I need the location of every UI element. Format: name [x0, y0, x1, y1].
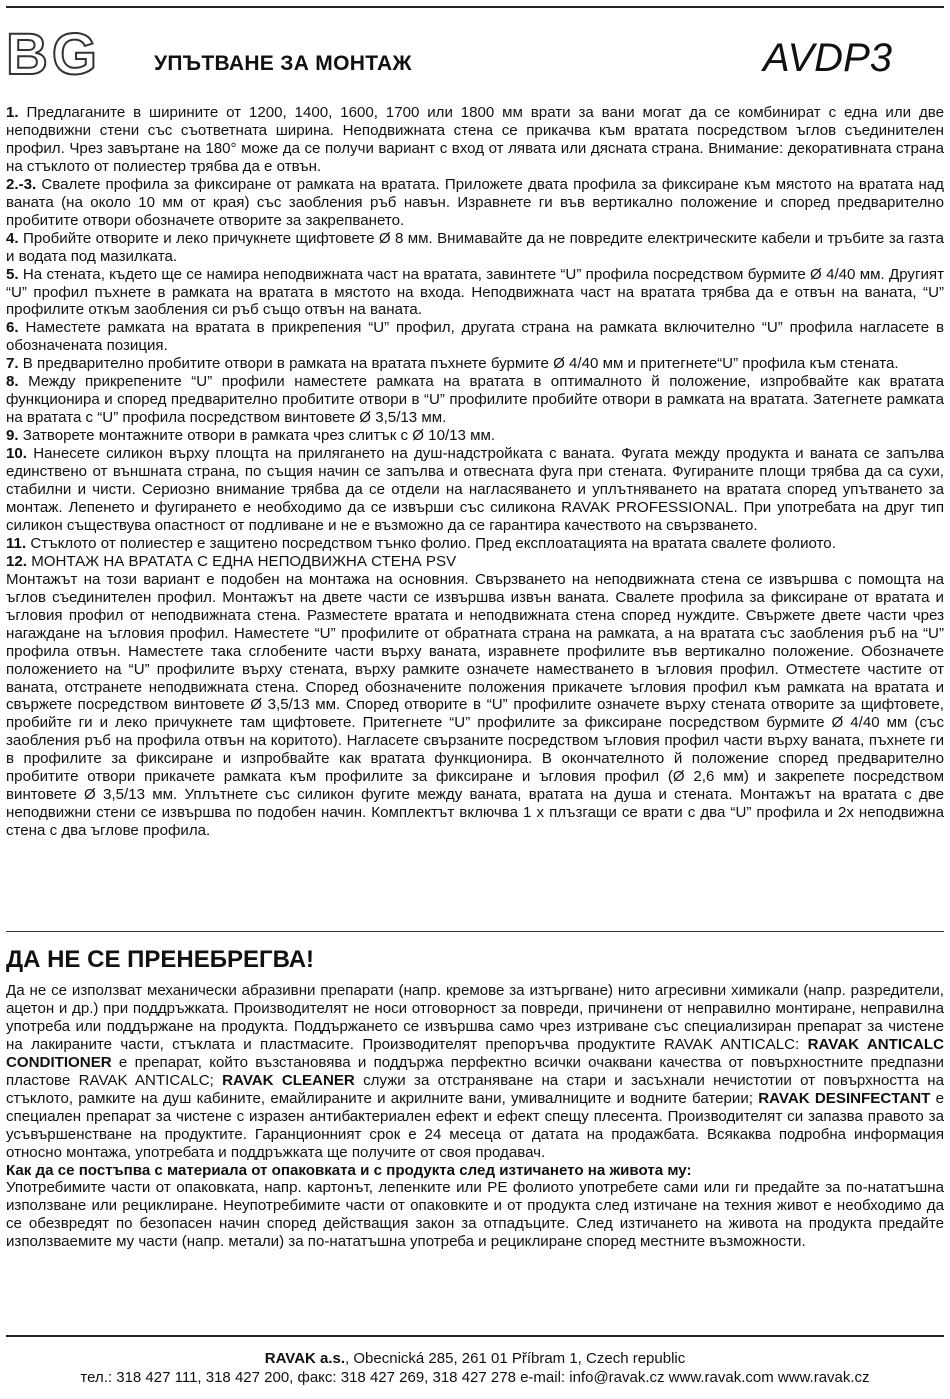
step-text: Наместете рамката на вратата в прикрепения “U” профил, другата страна на рамката включително “U” профила нагласете в обозначената позиция.	[6, 319, 944, 355]
step-6	[6, 319, 944, 355]
model-code: AVDP3	[763, 36, 892, 80]
step-2-3	[6, 176, 944, 230]
step-number: 11.	[6, 534, 27, 552]
top-rule	[6, 6, 944, 8]
care-paragraph	[6, 982, 944, 1162]
step-1	[6, 104, 944, 176]
product-name: RAVAK CLEANER	[222, 1071, 355, 1089]
step-11	[6, 535, 944, 553]
step-text: Затворете монтажните отвори в рамката чрез слитък с Ø 10/13 мм.	[22, 427, 496, 445]
company-line	[6, 1349, 944, 1368]
company-name: RAVAK a.s.	[264, 1350, 346, 1367]
step-text: В предварително пробитите отвори в рамката на вратата пъхнете бурмите Ø 4/40 мм и притегнете“U” профила към стената.	[22, 355, 899, 373]
footer	[6, 1349, 944, 1387]
step-5	[6, 266, 944, 320]
step-text: На стената, където ще се намира неподвижната част на вратата, завинтете “U” профила посредством бурмите Ø 4/40 мм. Другият “U” профил пъхнете в рамката на вратата в мястото на входа. Неподвижната част на вратата трябва да е отвън на ваната, “U” профилите откъм заобления си ръб също отвън на ваната.	[6, 265, 944, 319]
step-text: Между прикрепените “U” профили наместете рамката на вратата в оптималното й положение, изпробвайте как вратата функционира и според предварително пробитите отвори в “U” профилите пробийте отвори в рамката на вратата. Затегнете рамката на вратата с “U” профила посредством винтовете Ø 3,5/13 мм.	[6, 373, 944, 427]
care-section	[6, 982, 944, 1251]
step-text: Пробийте отворите и леко причукнете щифтовете Ø 8 мм. Внимавайте да не повредите електрическите кабели и тръбите за газта и водата под мазилката.	[6, 229, 944, 265]
care-title: ДА НЕ СЕ ПРЕНЕБРЕГВА!	[6, 946, 315, 973]
care-text: Да не се използват механически абразивни препарати (напр. кремове за изтъргване) нито агресивни химикали (напр. разредители, ацетон и др.) при поддръжката. Производителят не носи отговорност за повреди, причинени от неправилно монтиране, неправилна употреба или поддържане на продукта. Поддържането се извършва само чрез изтриване със специализиран препарат за чистене на лакираните части, стъклата и пластмасите. Производителят препоръчва продуктите RAVAK ANTICALC:	[6, 982, 944, 1053]
document-title: УПЪТВАНЕ ЗА МОНТАЖ	[154, 52, 412, 75]
disposal-text: Употребимите части от опаковката, напр. картонът, лепенките или PE фолиото употребете сами или ги предайте за по-нататъшна използване или рециклиране. Неупотребимите части от опаковките и от продукта след изтичане на техния живот е необходимо да се обезвредят по безопасен начин според действащия закон за отпадъците. След изтичането на живота на продукта предайте използваемите му части (напр. метали) за по-нататъшна употреба и рециклиране според местните възможности.	[6, 1179, 944, 1251]
step-number: 6.	[6, 319, 19, 337]
step-12	[6, 553, 944, 571]
step-4	[6, 230, 944, 266]
step-number: 9.	[6, 427, 19, 445]
step-8	[6, 373, 944, 427]
installation-steps	[6, 104, 944, 840]
header	[6, 22, 944, 94]
step-number: 12.	[6, 552, 27, 570]
product-name: RAVAK ANTICALC CONDITIONER	[6, 1035, 944, 1071]
step-9	[6, 427, 944, 445]
company-address: , Obecnická 285, 261 01 Příbram 1, Czech republic	[345, 1350, 686, 1367]
psv-paragraph: Монтажът на този вариант е подобен на монтажа на основния. Свързването на неподвижната стена се извършва с помощта на ъглов съединителен профил. Монтажът на двете части се извършва извън ваната. Свалете профила за фиксиране от вратата и ъгловия профил от неподвижната стена. Разместете вратата и неподвижната стена според нуждите. Свържете двете части чрез нагаждане на ъгловия профил. Наместете “U” профилите от обратната страна на рамката, а на вратата със заобления ръб на “U” профила отвън. Наместете така сглобените части върху ваната, изравнете профилите във вертикално положение. Обозначете положението на “U” профилите върху стената, върху рамките означете наместването в ъгловия профил. Отместете частите от ваната, отстранете неподвижната стена. Според обозначените положения прикачете ъгловия профил към рамката на вратата и свържете посредством винтовете Ø 3,5/13 мм. Според отворите в “U” профилите означете върху стената отворите за щифтовете, пробийте ги и леко причукнете там щифтовете. Притегнете “U” профилите за фиксиране посредством бурмите Ø 4/40 мм (със заобления ръб на профила отвън на коритото). Нагласете свързаните посредством ъгловия профил части върху ваната, пъхнете ги в профилите за фиксиране и изпробвайте как вратата функционира. В окончателното й положение според предварително пробитите отвори прикачете рамката към профилите за фиксиране и ъгловия профил (Ø 2,6 мм) и закрепете посредством винтовете Ø 3,5/13 мм. Уплътнете със силикон фугите между ваната, вратата на душа и стената. Монтажът на вратата с две неподвижни стени се извършва по подобен начин. Комплектът включва 1 х плъзгащи се врати с два “U” профила и 2х неподвижна стена с два ъглове профила.	[6, 570, 944, 840]
contact-line: тел.: 318 427 111, 318 427 200, факс: 318 427 269, 318 427 278 e-mail: info@ravak.cz www.ravak.com www.ravak.cz	[80, 1369, 870, 1386]
step-10	[6, 445, 944, 535]
step-number: 1.	[6, 104, 19, 121]
step-text: Предлаганите в ширините от 1200, 1400, 1600, 1700 или 1800 мм врати за вани могат да се комбинират с една или две неподвижни стени със съответната ширина. Неподвижната стена се прикачва към вратата посредством ъглов съединителен профил. Чрез завъртане на 180° може да се получи вариант с вход от лявата или дясната страна. Внимание: декоративната страна на стъклото от полиестер трябва да е отвън.	[6, 104, 944, 175]
step-number: 4.	[6, 229, 19, 247]
step-text: Стъклото от полиестер е защитено посредством тънко фолио. Пред експлоатацията на вратата свалете фолиото.	[30, 534, 836, 552]
step-7	[6, 355, 944, 373]
care-text: е специален препарат за чистене с изразен антибактериален ефект и ефект спещу плесента. Производителят си запазва правото за усъвършенстване на продуктите. Гаранционният срок е 24 месеца от датата на продажбата. Всякаква подробна информация относно монтажа, употребата и поддръжката ще получите от своя продавач.	[6, 1089, 945, 1161]
disposal-heading	[6, 1162, 944, 1180]
care-text: служи за отстраняване на стари и засъхнали нечистотии от повърхността на стъклото, рамките на душ кабините, емайлираните и акрилните вани, умивалниците и водните батерии;	[6, 1071, 944, 1107]
care-text: е препарат, който възстановява и поддържа перфектно всички очаквани качества от повърхностните предпазни пластове RAVAK ANTICALC;	[6, 1053, 944, 1089]
step-number: 2.-3.	[6, 175, 37, 193]
step-text: Свалете профила за фиксиране от рамката на вратата. Приложете двата профила за фиксиране към мястото на вратата над ваната (на около 10 мм от края) със заобления ръб навън. Изравнете ги във вертикално положение и според предварително пробитите отвори обозначете отворите за закрепването.	[6, 175, 944, 229]
step-text: МОНТАЖ НА ВРАТАТА С ЕДНА НЕПОДВИЖНА СТЕНА PSV	[31, 552, 457, 570]
product-name: RAVAK DESINFECTANT	[758, 1089, 931, 1107]
disposal-heading-text: Как да се постъпва с материала от опаковката и с продукта след изтичането на живота му:	[6, 1161, 692, 1179]
language-code: BG	[6, 22, 101, 87]
step-number: 10.	[6, 445, 27, 463]
instruction-page	[6, 0, 944, 1399]
step-number: 7.	[6, 355, 19, 373]
section-divider	[6, 931, 944, 932]
footer-rule	[6, 1335, 944, 1337]
step-number: 5.	[6, 265, 19, 283]
step-number: 8.	[6, 373, 19, 391]
step-text: Нанесете силикон върху площта на прилягането на душ-надстройката с ваната. Фугата между продукта и ваната се запълва единствено от външната страна, по същия начин се запълва и отвесната фуга при стената. Фугираните площи трябва да са сухи, стабилни и чисти. Сериозно внимание трябва да се отдели на нагласяването и уплътняването на вратата според упътването за монтаж. Лепенето и фугирането е необходимо да се извърши със силикона RAVAK PROFESSIONAL. При употребата на друг тип силикон съществува опастност от подливане и не е възможно да се гарантира качеството на свързването.	[6, 445, 944, 534]
